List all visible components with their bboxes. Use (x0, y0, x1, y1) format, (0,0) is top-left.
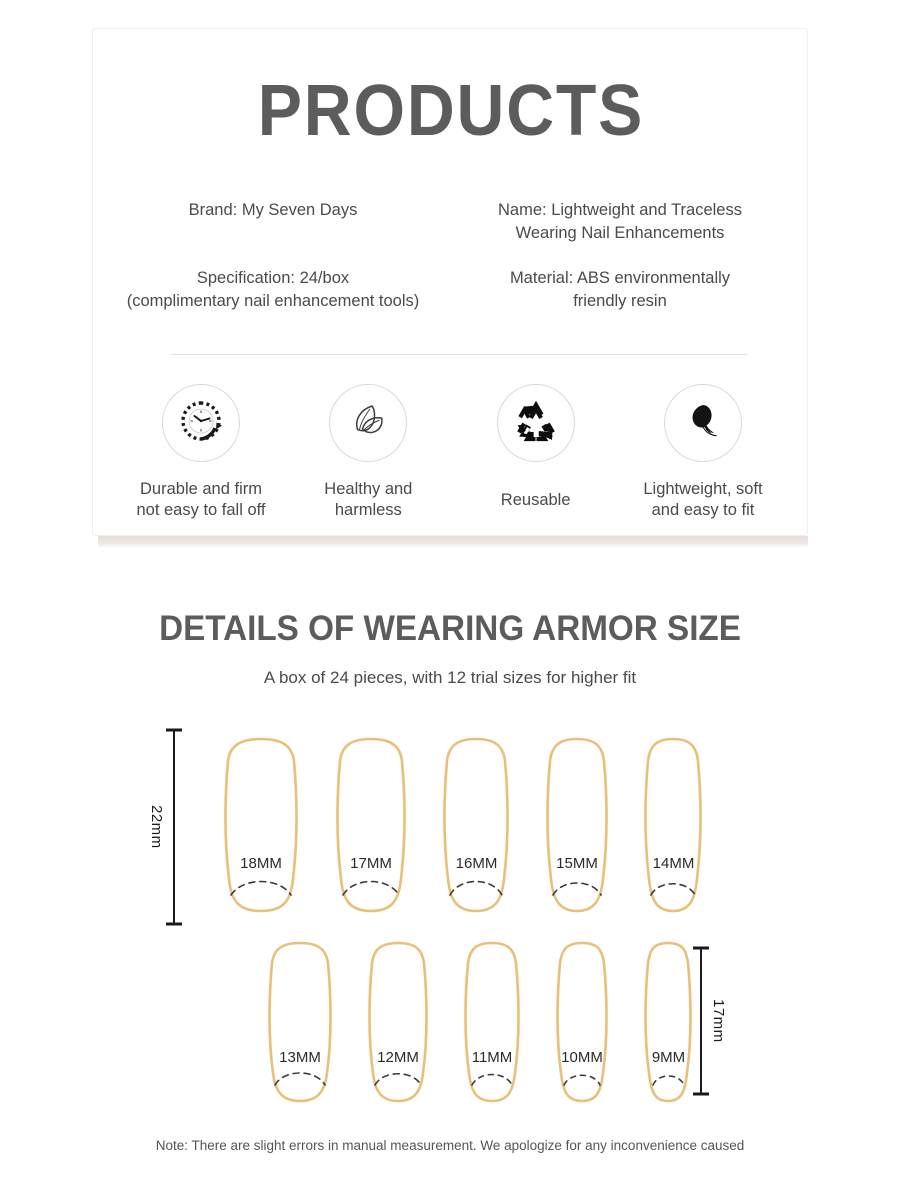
feature-list (127, 384, 777, 521)
nail-size-diagram (0, 715, 900, 1125)
spec-material (451, 267, 789, 313)
nail-14mm-label: 14MM (652, 855, 695, 872)
spec-specification (113, 267, 451, 313)
feature-durable-line-1: Durable and firm (140, 480, 262, 498)
feature-icon-circle (329, 384, 407, 462)
dimension-17mm-label: 17mm (710, 999, 727, 1043)
feature-healthy (294, 384, 442, 521)
recycle-icon (511, 396, 561, 451)
spec-brand (113, 199, 451, 245)
product-info-card (92, 28, 808, 536)
feature-lightweight-line-1: Lightweight, soft (643, 480, 763, 498)
spec-specification-line-1: Specification: 24/box (196, 269, 350, 287)
feature-reusable-line-1: Reusable (500, 491, 571, 509)
nail-18mm-label: 18MM (240, 855, 282, 872)
feature-reusable-label (501, 490, 571, 511)
dimension-22mm-label: 22mm (148, 805, 165, 849)
nail-18mm (205, 727, 317, 927)
feature-reusable (462, 384, 610, 511)
nail-10mm (538, 933, 626, 1111)
feature-lightweight-label (643, 479, 762, 521)
specification-grid (113, 199, 789, 313)
dimension-line-22mm-graphic (165, 727, 183, 927)
measurement-note: Note: There are slight errors in manual measurement. We apologize for any inconvenience caused (155, 1138, 745, 1153)
dimension-17mm (692, 945, 727, 1097)
feature-healthy-line-2: harmless (334, 501, 402, 519)
nail-16mm-label: 16MM (455, 855, 498, 872)
spec-name-line-1: Name: Lightweight and Traceless (498, 201, 742, 219)
nail-17mm (317, 727, 425, 927)
spec-brand-line-1: Brand: My Seven Days (188, 201, 358, 219)
nail-14mm (626, 727, 721, 927)
nail-9mm-label: 9MM (651, 1049, 686, 1066)
feature-icon-circle (664, 384, 742, 462)
nail-12mm-label: 12MM (377, 1049, 419, 1066)
size-section-subtitle: A box of 24 pieces, with 12 trial sizes for higher fit (263, 668, 637, 687)
feature-durable (127, 384, 275, 521)
feature-durable-label (136, 479, 265, 521)
clock-arrow-icon (175, 395, 227, 452)
feature-lightweight (629, 384, 777, 521)
feature-durable-line-2: not easy to fall off (136, 501, 266, 519)
spec-specification-line-2: (complimentary nail enhancement tools) (126, 292, 420, 310)
nail-10mm-label: 10MM (561, 1049, 603, 1066)
section-divider (171, 354, 747, 355)
feature-lightweight-line-2: and easy to fit (651, 501, 755, 519)
spec-material-line-2: friendly resin (573, 292, 667, 310)
nail-11mm-label: 11MM (471, 1049, 513, 1066)
spec-name (451, 199, 789, 245)
nail-15mm-label: 15MM (556, 855, 598, 872)
nail-11mm (446, 933, 538, 1111)
nail-15mm (528, 727, 626, 927)
spec-material-line-1: Material: ABS environmentally (509, 269, 731, 287)
size-section-title: DETAILS OF WEARING ARMOR SIZE (159, 609, 741, 648)
nail-12mm (350, 933, 446, 1111)
feather-icon (679, 397, 727, 450)
nail-row-2 (250, 933, 711, 1111)
nail-17mm-label: 17MM (350, 855, 392, 872)
page-title: PRODUCTS (257, 71, 645, 151)
dimension-22mm (148, 727, 183, 927)
nail-13mm (250, 933, 350, 1111)
card-drop-shadow (98, 536, 808, 548)
feature-icon-circle (497, 384, 575, 462)
feature-healthy-line-1: Healthy and (324, 480, 413, 498)
feature-healthy-label (324, 479, 412, 521)
leaves-icon (342, 395, 394, 452)
nail-13mm-label: 13MM (279, 1049, 321, 1066)
feature-icon-circle (162, 384, 240, 462)
nail-16mm (425, 727, 528, 927)
nail-row-1 (205, 727, 721, 927)
dimension-line-17mm-graphic (692, 945, 710, 1097)
spec-name-line-2: Wearing Nail Enhancements (515, 224, 725, 242)
